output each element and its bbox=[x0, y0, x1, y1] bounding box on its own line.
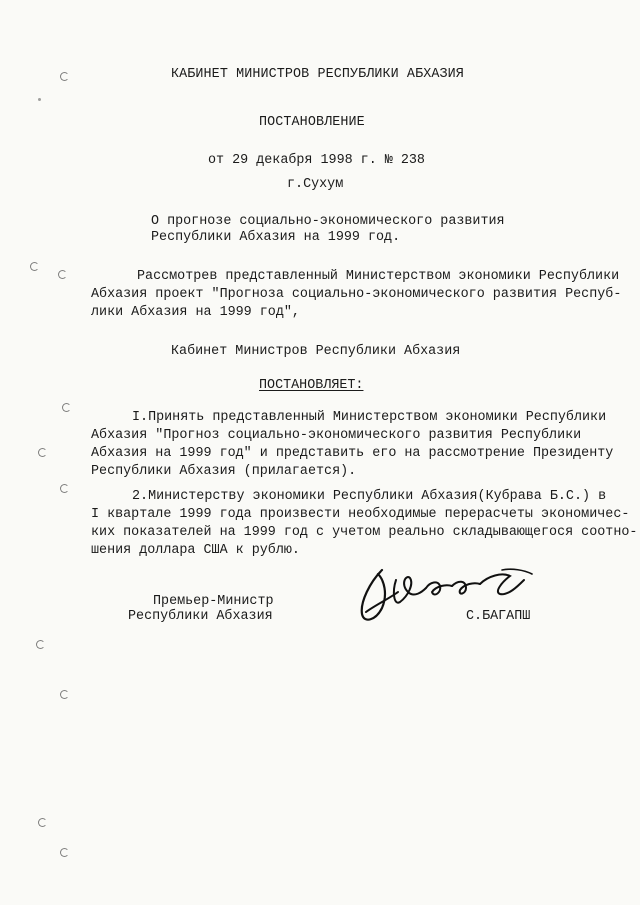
item-2-line-1: 2.Министерству экономики Республики Абхазия(Кубрава Б.С.) в bbox=[132, 489, 607, 504]
margin-dot bbox=[38, 98, 41, 101]
signatory-name: С.БАГАПШ bbox=[466, 609, 531, 624]
preamble-line-3: лики Абхазия на 1999 год", bbox=[91, 305, 300, 320]
item-1-line-3: Абхазия на 1999 год" и представить его на рассмотрение Президенту bbox=[91, 446, 614, 461]
preamble-line-2: Абхазия проект "Прогноза социально-экономического развития Респуб- bbox=[91, 287, 622, 302]
handwritten-signature bbox=[352, 562, 552, 632]
item-1-line-1: I.Принять представленный Министерством экономики Республики bbox=[132, 410, 607, 425]
date-and-number: от 29 декабря 1998 г. № 238 bbox=[208, 153, 425, 168]
subject-line-2: Республики Абхазия на 1999 год. bbox=[151, 230, 401, 245]
margin-mark bbox=[38, 818, 47, 827]
item-2-line-3: ких показателей на 1999 год с учетом реально складывающегося соотно- bbox=[91, 525, 638, 540]
margin-mark bbox=[60, 690, 69, 699]
preamble-line-1: Рассмотрев представленный Министерством экономики Республики bbox=[137, 269, 620, 284]
item-2-line-4: шения доллара США к рублю. bbox=[91, 543, 300, 558]
margin-mark bbox=[30, 262, 39, 271]
margin-mark bbox=[60, 72, 69, 81]
margin-mark bbox=[60, 484, 69, 493]
margin-mark bbox=[38, 448, 47, 457]
item-2-line-2: I квартале 1999 года произвести необходимые перерасчеты экономичес- bbox=[91, 507, 630, 522]
signatory-title-line-1: Премьер-Министр bbox=[153, 594, 274, 609]
cabinet-line: Кабинет Министров Республики Абхазия bbox=[171, 344, 461, 359]
resolves-heading: ПОСТАНОВЛЯЕТ: bbox=[259, 378, 364, 393]
margin-mark bbox=[62, 403, 71, 412]
city: г.Сухум bbox=[287, 177, 344, 192]
item-1-line-2: Абхазия "Прогноз социально-экономического развития Республики bbox=[91, 428, 582, 443]
item-1-line-4: Республики Абхазия (прилагается). bbox=[91, 464, 357, 479]
margin-mark bbox=[58, 270, 67, 279]
subject-line-1: О прогнозе социально-экономического развития bbox=[151, 214, 505, 229]
document-type: ПОСТАНОВЛЕНИЕ bbox=[259, 115, 365, 130]
organization-title: КАБИНЕТ МИНИСТРОВ РЕСПУБЛИКИ АБХАЗИЯ bbox=[171, 67, 464, 82]
margin-mark bbox=[36, 640, 45, 649]
signatory-title-line-2: Республики Абхазия bbox=[128, 609, 273, 624]
margin-mark bbox=[60, 848, 69, 857]
